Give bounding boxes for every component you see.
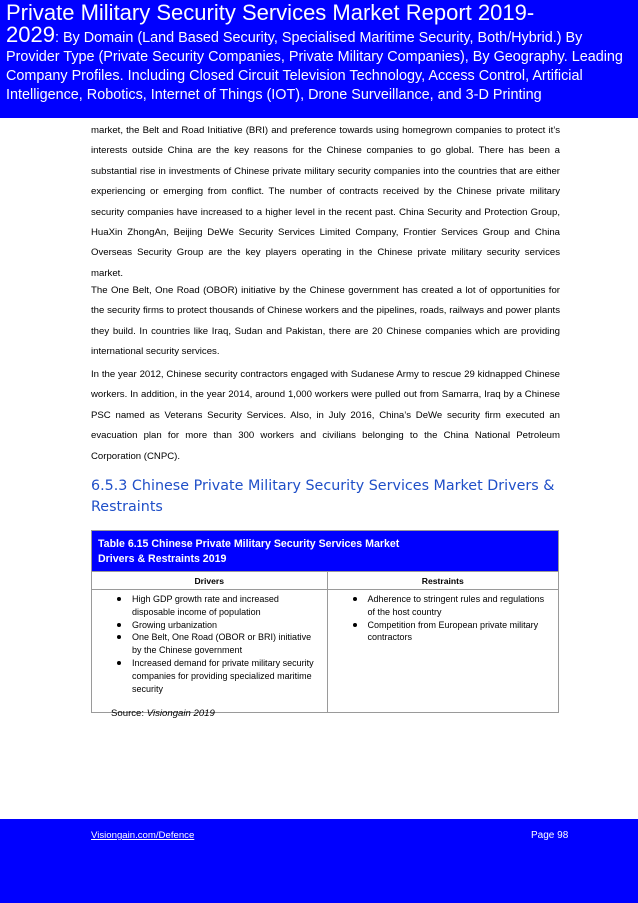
report-subtitle <box>6 22 632 105</box>
report-title: Private Military Security Services Market Report 2019- <box>6 0 535 25</box>
list-item: Increased demand for private military security companies for providing specialized maritime security <box>92 657 327 695</box>
table-header-row <box>92 572 558 590</box>
drivers-cell <box>92 590 327 712</box>
report-subtitle-text: : By Domain (Land Based Security, Specialised Maritime Security, Both/Hybrid.) By Provider Type (Private Security Companies, Private Military Companies), By Geography. Leading Company Profiles. Including Closed Circuit Television Technology, Access Control, Artificial Intelligence, Robotics, Internet of Things (IOT), Drone Surveillance, and 3-D Printing <box>6 30 623 103</box>
table-grid <box>92 571 558 712</box>
source-label: Source: <box>111 708 147 719</box>
table-row <box>92 590 558 712</box>
paragraph-2 <box>91 281 560 363</box>
list-item: One Belt, One Road (OBOR or BRI) initiative by the Chinese government <box>92 631 327 657</box>
drivers-list <box>92 593 327 695</box>
table-caption: Table 6.15 Chinese Private Military Security Services Market Drivers & Restraints 2019 <box>92 531 558 571</box>
section-heading: 6.5.3 Chinese Private Military Security Services Market Drivers & Restraints <box>91 478 555 515</box>
header-drivers: Drivers <box>92 572 327 590</box>
paragraph-1 <box>91 121 560 284</box>
list-item: Competition from European private military contractors <box>328 619 559 645</box>
report-title-year: 2029 <box>6 22 55 47</box>
restraints-list <box>328 593 559 644</box>
paragraph-text: In the year 2012, Chinese security contractors engaged with Sudanese Army to rescue 29 kidnapped Chinese workers. In addition, in the year 2014, around 1,000 workers were pulled out from Samarra, Iraq by a Chinese PSC named as Veterans Security Services. Also, in July 2016, China’s DeWe security firm executed an evacuation plan for more than 300 workers and civilians belonging to the China National Petroleum Corporation (CNPC). <box>91 369 560 462</box>
report-banner <box>0 0 638 118</box>
paragraph-text: The One Belt, One Road (OBOR) initiative by the Chinese government has created a lot of opportunities for the security firms to protect thousands of Chinese workers and the pipelines, roads, railways and power plants they build. In countries like Iraq, Sudan and Pakistan, there are 20 Chinese companies which are providing international security services. <box>91 285 560 358</box>
paragraph-text: market, the Belt and Road Initiative (BRI) and preference towards using homegrown companies to protect it’s interests outside China are the key reasons for the Chinese companies to go global. There has been a substantial rise in investments of Chinese private military security companies into the countries that are either experiencing or emerging from conflict. The number of contracts received by the Chinese private military security companies have increased to a higher level in the recent past. China Security and Protection Group, HuaXin ZhongAn, Beijing DeWe Security Services Limited Company, Frontier Services Group and China Overseas Security Group are the key players operating in the Chinese private military security services market. <box>91 125 560 279</box>
header-restraints: Restraints <box>327 572 558 590</box>
footer-link[interactable]: Visiongain.com/Defence <box>91 830 195 841</box>
page-footer <box>0 819 638 903</box>
restraints-cell <box>327 590 558 712</box>
drivers-restraints-table <box>91 530 559 713</box>
table-source <box>111 708 215 719</box>
source-value: Visiongain 2019 <box>146 708 215 719</box>
page-number: Page 98 <box>531 830 569 841</box>
list-item: Growing urbanization <box>92 619 327 632</box>
paragraph-3 <box>91 365 560 467</box>
list-item: High GDP growth rate and increased disposable income of population <box>92 593 327 619</box>
list-item: Adherence to stringent rules and regulations of the host country <box>328 593 559 619</box>
